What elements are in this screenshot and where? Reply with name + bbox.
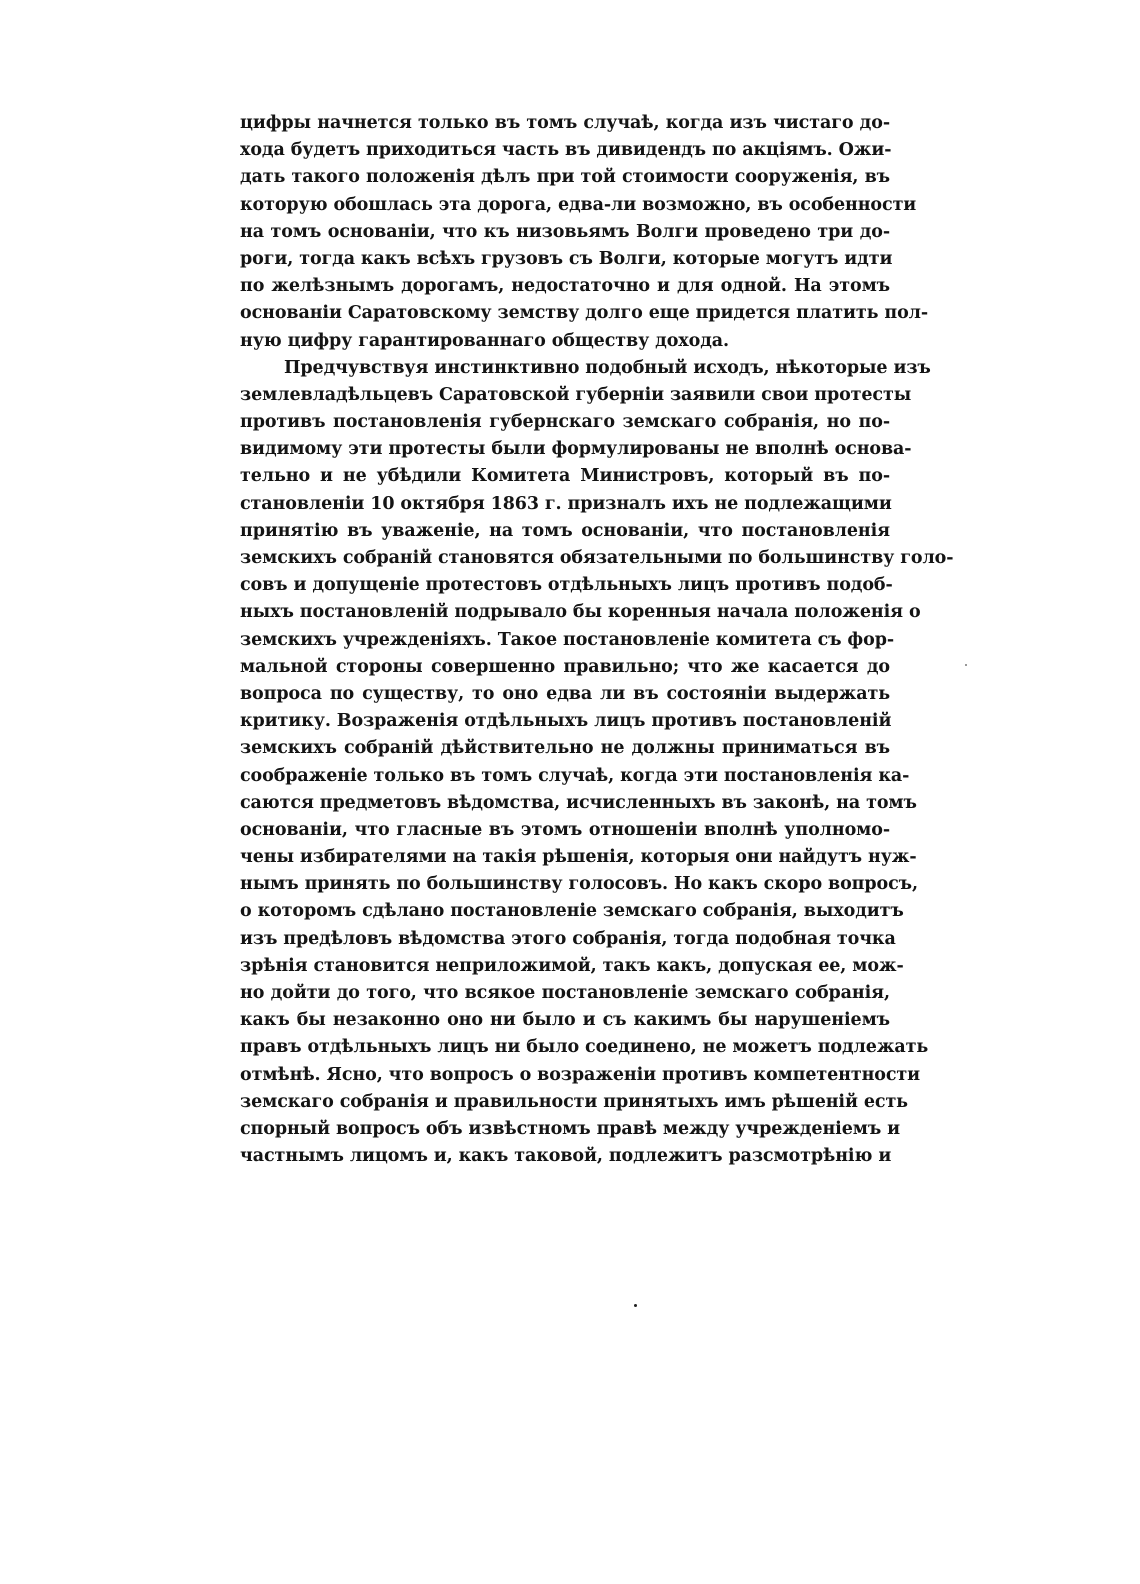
text-line: чены избирателями на такія рѣшенія, которыя они найдутъ нуж- <box>240 847 917 868</box>
text-line: изъ предѣловъ вѣдомства этого собранія, тогда подобная точка <box>240 928 896 949</box>
text-line: зрѣнія становится неприложимой, такъ какъ, допуская ее, мож- <box>240 955 904 976</box>
text-line: какъ бы незаконно оно ни было и съ какимъ бы нарушеніемъ <box>240 1010 890 1031</box>
text-line: соображеніе только въ томъ случаѣ, когда эти постановленія ка- <box>240 765 910 786</box>
text-line: противъ постановленія губернскаго земскаго собранія, но по- <box>240 412 890 433</box>
text-line: основаніи Саратовскому земству долго еще придется платить пол- <box>240 303 929 324</box>
text-line: частнымъ лицомъ и, какъ таковой, подлежитъ разсмотрѣнію и <box>240 1146 892 1167</box>
text-line: но дойти до того, что всякое постановленіе земскаго собранія, <box>240 983 890 1003</box>
text-line: видимому эти протесты были формулированы не вполнѣ основа- <box>240 439 912 460</box>
text-line: о которомъ сдѣлано постановленіе земскаго собранія, выходитъ <box>240 901 904 922</box>
text-line: земскихъ собраній дѣйствительно не должны приниматься въ <box>240 738 890 759</box>
text-line: дать такого положенія дѣлъ при той стоимости сооруженія, въ <box>240 167 890 188</box>
text-line: вопроса по существу, то оно едва ли въ состояніи выдержать <box>240 683 890 704</box>
text-line: по желѣзнымъ дорогамъ, недостаточно и для одной. На этомъ <box>240 276 890 297</box>
text-line-paragraph-start: Предчувствуя инстинктивно подобный исходъ, нѣкоторые изъ <box>284 357 931 378</box>
text-line: земскихъ собраній становятся обязательными по большинству голо- <box>240 548 954 568</box>
text-line: саются предметовъ вѣдомства, исчисленныхъ въ законѣ, на томъ <box>240 792 917 813</box>
text-line: мальной стороны совершенно правильно; что же касается до <box>240 656 890 677</box>
text-line: становленіи 10 октября 1863 г. призналъ ихъ не подлежащими <box>240 493 892 514</box>
text-line: основаніи, что гласные въ этомъ отношеніи вполнѣ уполномо- <box>240 819 890 840</box>
text-line: на томъ основаніи, что къ низовьямъ Волги проведено три до- <box>240 221 890 242</box>
text-line: нымъ принять по большинству голосовъ. Но какъ скоро вопросъ, <box>240 874 918 895</box>
text-line: отмѣнѣ. Ясно, что вопросъ о возраженіи противъ компетентности <box>240 1064 921 1085</box>
text-line: роги, тогда какъ всѣхъ грузовъ съ Волги, которые могутъ идти <box>240 248 893 269</box>
text-line: принятію въ уваженіе, на томъ основаніи, что постановленія <box>240 520 890 541</box>
scan-speck <box>634 1304 637 1307</box>
text-line: правъ отдѣльныхъ лицъ ни было соединено, не можетъ подлежать <box>240 1037 929 1058</box>
text-line: земскихъ учрежденіяхъ. Такое постановленіе комитета съ фор- <box>240 629 894 650</box>
text-line: землевладѣльцевъ Саратовской губерніи заявили свои протесты <box>240 384 912 405</box>
text-line: хода будетъ приходиться часть въ дивидендъ по акціямъ. Ожи- <box>240 140 892 161</box>
text-line: критику. Возраженія отдѣльныхъ лицъ противъ постановленій <box>240 711 892 732</box>
text-line: земскаго собранія и правильности принятыхъ имъ рѣшеній есть <box>240 1091 908 1112</box>
text-line: спорный вопросъ объ извѣстномъ правѣ между учрежденіемъ и <box>240 1118 901 1139</box>
text-line: цифры начнется только въ томъ случаѣ, когда изъ чистаго до- <box>240 113 890 133</box>
body-text <box>240 110 954 1170</box>
text-line: ныхъ постановленій подрывало бы коренныя начала положенія о <box>240 602 921 623</box>
scan-speck <box>965 664 967 666</box>
text-line: ную цифру гарантированнаго обществу дохода. <box>240 330 729 351</box>
text-line: тельно и не убѣдили Комитета Министровъ, который въ по- <box>240 466 890 487</box>
text-line: совъ и допущеніе протестовъ отдѣльныхъ лицъ противъ подоб- <box>240 575 893 596</box>
text-line: которую обошлась эта дорога, едва-ли возможно, въ особенности <box>240 194 917 215</box>
